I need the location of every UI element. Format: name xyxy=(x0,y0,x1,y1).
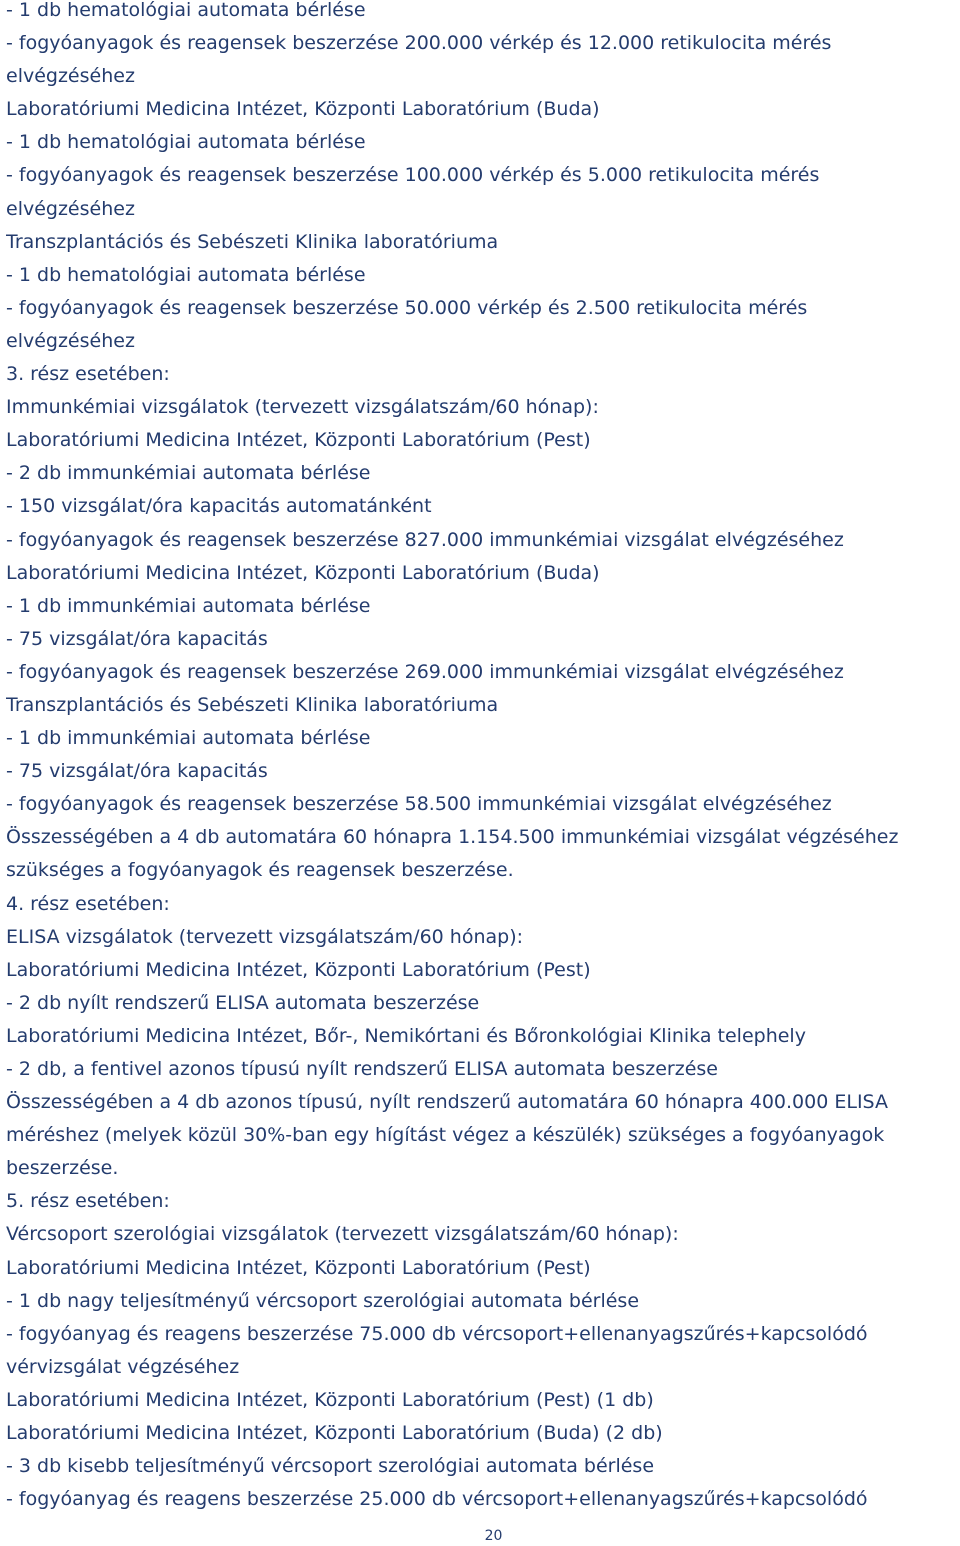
text-line: Vércsoport szerológiai vizsgálatok (tervezett vizsgálatszám/60 hónap): xyxy=(6,1223,679,1246)
text-line: beszerzése. xyxy=(6,1157,119,1180)
text-line: Laboratóriumi Medicina Intézet, Központi Laboratórium (Pest) (1 db) xyxy=(6,1388,654,1411)
text-line: - 75 vizsgálat/óra kapacitás xyxy=(6,627,268,650)
text-line: - fogyóanyag és reagens beszerzése 25.000 db vércsoport+ellenanyagszűrés+kapcsolódó xyxy=(6,1488,868,1511)
text-line: - fogyóanyag és reagens beszerzése 75.000 db vércsoport+ellenanyagszűrés+kapcsolódó xyxy=(6,1322,868,1345)
text-line: - fogyóanyagok és reagensek beszerzése 58.500 immunkémiai vizsgálat elvégzéséhez xyxy=(6,793,832,816)
section-heading-3: 3. rész esetében: xyxy=(6,363,170,386)
text-line: szükséges a fogyóanyagok és reagensek beszerzése. xyxy=(6,859,514,882)
text-line: Laboratóriumi Medicina Intézet, Központi Laboratórium (Buda) (2 db) xyxy=(6,1422,663,1445)
text-line: elvégzéséhez xyxy=(6,329,135,352)
section-heading-5: 5. rész esetében: xyxy=(6,1190,170,1213)
text-line: Transzplantációs és Sebészeti Klinika laboratóriuma xyxy=(6,230,499,253)
document-body xyxy=(6,0,956,1516)
text-line: Transzplantációs és Sebészeti Klinika laboratóriuma xyxy=(6,693,499,716)
text-line: - 150 vizsgálat/óra kapacitás automatánként xyxy=(6,495,432,518)
text-line: - 2 db, a fentivel azonos típusú nyílt rendszerű ELISA automata beszerzése xyxy=(6,1058,718,1080)
text-line: - 1 db immunkémiai automata bérlése xyxy=(6,727,371,750)
text-line: Laboratóriumi Medicina Intézet, Központi Laboratórium (Buda) xyxy=(6,98,600,121)
text-line: - 75 vizsgálat/óra kapacitás xyxy=(6,760,268,783)
text-line: méréshez (melyek közül 30%-ban egy hígítást végez a készülék) szükséges a fogyóanyagok xyxy=(6,1124,885,1147)
text-line: ELISA vizsgálatok (tervezett vizsgálatszám/60 hónap): xyxy=(6,925,524,948)
text-line: Laboratóriumi Medicina Intézet, Központi Laboratórium (Buda) xyxy=(6,561,600,584)
text-line: - fogyóanyagok és reagensek beszerzése 50.000 vérkép és 2.500 retikulocita mérés xyxy=(6,296,808,319)
text-line: - 3 db kisebb teljesítményű vércsoport szerológiai automata bérlése xyxy=(6,1455,655,1478)
text-line: Laboratóriumi Medicina Intézet, Központi Laboratórium (Pest) xyxy=(6,1256,591,1279)
text-line: - 1 db hematológiai automata bérlése xyxy=(6,0,366,21)
text-line: - 1 db hematológiai automata bérlése xyxy=(6,131,366,154)
text-line: vérvizsgálat végzéséhez xyxy=(6,1355,240,1378)
text-line: elvégzéséhez xyxy=(6,197,135,220)
text-line: - fogyóanyagok és reagensek beszerzése 827.000 immunkémiai vizsgálat elvégzéséhez xyxy=(6,528,844,551)
text-line: - 1 db nagy teljesítményű vércsoport szerológiai automata bérlése xyxy=(6,1289,640,1312)
text-line: - fogyóanyagok és reagensek beszerzése 100.000 vérkép és 5.000 retikulocita mérés xyxy=(6,164,820,187)
text-line: Laboratóriumi Medicina Intézet, Központi Laboratórium (Pest) xyxy=(6,958,591,981)
text-line: Összességében a 4 db azonos típusú, nyílt rendszerű automatára 60 hónapra 400.000 ELISA xyxy=(6,1091,888,1114)
text-line: - 2 db nyílt rendszerű ELISA automata beszerzése xyxy=(6,991,480,1014)
text-line: - fogyóanyagok és reagensek beszerzése 269.000 immunkémiai vizsgálat elvégzéséhez xyxy=(6,660,844,683)
text-line: - 1 db immunkémiai automata bérlése xyxy=(6,594,371,617)
text-line: Immunkémiai vizsgálatok (tervezett vizsgálatszám/60 hónap): xyxy=(6,396,599,419)
text-line: Laboratóriumi Medicina Intézet, Központi Laboratórium (Pest) xyxy=(6,429,591,452)
text-line: Laboratóriumi Medicina Intézet, Bőr-, Nemikórtani és Bőronkológiai Klinika telephely xyxy=(6,1024,806,1047)
text-line: - fogyóanyagok és reagensek beszerzése 200.000 vérkép és 12.000 retikulocita mérés xyxy=(6,32,832,55)
text-line: elvégzéséhez xyxy=(6,65,135,88)
text-line: - 2 db immunkémiai automata bérlése xyxy=(6,462,371,485)
page-number: 20 xyxy=(484,1528,503,1544)
text-line: Összességében a 4 db automatára 60 hónapra 1.154.500 immunkémiai vizsgálat végzéséhez xyxy=(6,826,899,849)
text-line: - 1 db hematológiai automata bérlése xyxy=(6,263,366,286)
section-heading-4: 4. rész esetében: xyxy=(6,892,170,915)
